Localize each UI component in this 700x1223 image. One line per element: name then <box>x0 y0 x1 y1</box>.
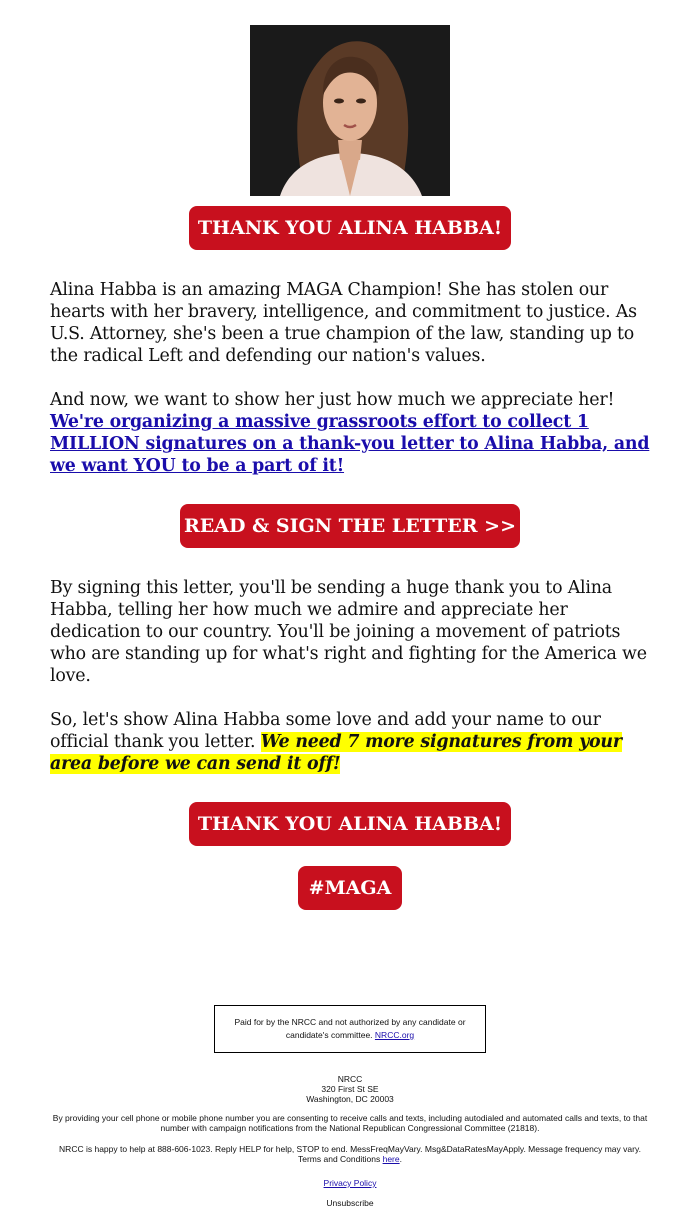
signing-paragraph: By signing this letter, you'll be sending a huge thank you to Alina Habba, telling her how much we admire and appreciate her dedication to our country. You'll be joining a movement of patriots who are standing up for what's right and fighting for the America we love. <box>50 578 647 686</box>
privacy-policy-link[interactable]: Privacy Policy <box>323 1178 377 1188</box>
thank-you-button-top[interactable] <box>189 206 511 250</box>
maga-button[interactable] <box>298 866 402 910</box>
help-message: NRCC is happy to help at 888-606-1023. Reply HELP for help, STOP to end. MessFreqMayVary. Msg&DataRatesMayApply. Message frequency may vary. Terms and Conditions <box>59 1144 641 1164</box>
terms-here-link[interactable]: here <box>382 1154 400 1164</box>
thank-you-button-bottom[interactable] <box>189 802 511 846</box>
sms-consent-text: By providing your cell phone or mobile phone number you are consenting to receive calls and texts, including autodialed and automated calls and texts, to that number with campaign notifications from the National Republican Congressional Committee (21818). <box>52 1113 648 1133</box>
appeal-paragraph <box>50 389 650 477</box>
highlighted-urgency-text: We need 7 more signatures from your area before we can send it off! <box>50 732 622 774</box>
help-text <box>50 1144 650 1164</box>
street-address: 320 First St SE <box>321 1084 379 1094</box>
portrait-image <box>250 25 450 196</box>
intro-paragraph: Alina Habba is an amazing MAGA Champion! She has stolen our hearts with her bravery, intelligence, and commitment to justice. As U.S. Attorney, she's been a true champion of the law, standing up to the radical Left and defending our nation's values. <box>50 280 637 366</box>
privacy-policy-row <box>50 1178 650 1188</box>
unsubscribe-row <box>50 1198 650 1208</box>
disclaimer-text: Paid for by the NRCC and not authorized by any candidate or candidate's committee. <box>234 1017 466 1040</box>
read-sign-letter-label: READ & SIGN THE LETTER >> <box>183 515 517 537</box>
thank-you-button-bottom-label: THANK YOU ALINA HABBA! <box>197 813 503 835</box>
thank-you-button-label: THANK YOU ALINA HABBA! <box>197 217 503 239</box>
hero-photo[interactable] <box>250 25 450 196</box>
closing-paragraph <box>50 709 650 775</box>
appeal-text: And now, we want to show her just how much we appreciate her! <box>50 390 615 410</box>
closing-text: So, let's show Alina Habba some love and add your name to our official thank you letter. <box>50 710 601 752</box>
help-period: . <box>399 1154 402 1164</box>
signature-effort-link[interactable]: We're organizing a massive grassroots effort to collect 1 MILLION signatures on a thank-you letter to Alina Habba, and we want YOU to be a part of it! <box>50 412 650 476</box>
unsubscribe-link[interactable]: Unsubscribe <box>326 1198 374 1208</box>
read-sign-letter-button[interactable] <box>180 504 520 548</box>
org-name: NRCC <box>337 1074 363 1084</box>
mailing-address <box>50 1074 650 1104</box>
paid-for-disclaimer <box>214 1005 486 1053</box>
city-address: Washington, DC 20003 <box>306 1094 394 1104</box>
maga-button-label: #MAGA <box>308 877 392 899</box>
nrcc-link[interactable]: NRCC.org <box>374 1030 415 1040</box>
